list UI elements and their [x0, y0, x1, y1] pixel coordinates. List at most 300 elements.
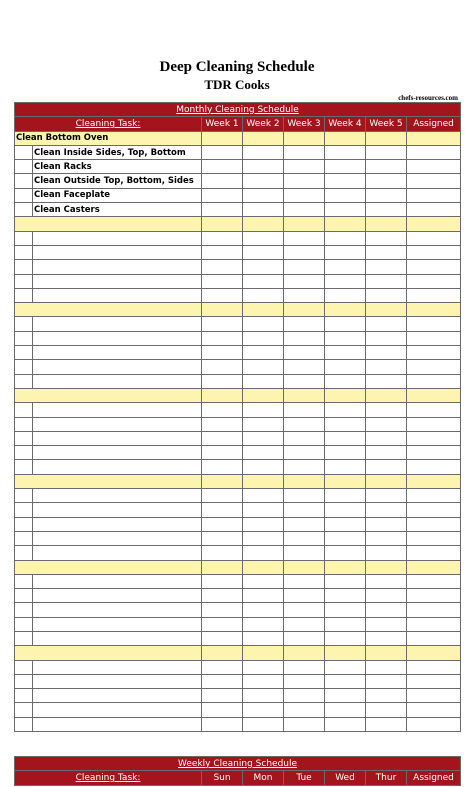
check-cell[interactable]: [325, 460, 366, 474]
category-cell[interactable]: [15, 217, 202, 231]
check-cell[interactable]: [243, 560, 284, 574]
check-cell[interactable]: [284, 617, 325, 631]
column-header-thur: Thur: [366, 771, 407, 785]
check-cell[interactable]: [325, 317, 366, 331]
task-cell[interactable]: [33, 589, 202, 603]
check-cell[interactable]: [325, 474, 366, 488]
check-cell[interactable]: [243, 474, 284, 488]
check-cell[interactable]: [325, 703, 366, 717]
assigned-cell[interactable]: [407, 460, 461, 474]
check-cell[interactable]: [243, 717, 284, 731]
task-cell[interactable]: [33, 431, 202, 445]
assigned-cell[interactable]: [407, 317, 461, 331]
task-cell[interactable]: Clean Faceplate: [33, 188, 202, 202]
check-cell[interactable]: [202, 474, 243, 488]
check-cell[interactable]: [243, 331, 284, 345]
check-cell[interactable]: [202, 288, 243, 302]
task-cell[interactable]: [33, 531, 202, 545]
check-cell[interactable]: [243, 417, 284, 431]
check-cell[interactable]: [366, 517, 407, 531]
check-cell[interactable]: [366, 531, 407, 545]
category-cell[interactable]: [15, 646, 202, 660]
task-cell[interactable]: Clean Outside Top, Bottom, Sides: [33, 174, 202, 188]
check-cell[interactable]: [366, 603, 407, 617]
task-cell[interactable]: [33, 403, 202, 417]
task-cell[interactable]: [33, 317, 202, 331]
assigned-cell[interactable]: [407, 660, 461, 674]
check-cell[interactable]: [325, 174, 366, 188]
check-cell[interactable]: [243, 703, 284, 717]
check-cell[interactable]: [284, 474, 325, 488]
check-cell[interactable]: [202, 360, 243, 374]
assigned-cell[interactable]: [407, 474, 461, 488]
check-cell[interactable]: [366, 489, 407, 503]
column-header-week-2: Week 2: [243, 117, 284, 131]
check-cell[interactable]: [284, 317, 325, 331]
check-cell[interactable]: [366, 703, 407, 717]
task-cell[interactable]: [33, 631, 202, 645]
assigned-cell[interactable]: [407, 346, 461, 360]
check-cell[interactable]: [202, 546, 243, 560]
check-cell[interactable]: [284, 417, 325, 431]
check-cell[interactable]: [325, 431, 366, 445]
check-cell[interactable]: [325, 546, 366, 560]
check-cell[interactable]: [284, 517, 325, 531]
column-header-wed: Wed: [325, 771, 366, 785]
check-cell[interactable]: [202, 674, 243, 688]
assigned-cell[interactable]: [407, 274, 461, 288]
category-cell[interactable]: [15, 474, 202, 488]
check-cell[interactable]: [284, 346, 325, 360]
check-cell[interactable]: [243, 203, 284, 217]
check-cell[interactable]: [325, 260, 366, 274]
check-cell[interactable]: [284, 374, 325, 388]
check-cell[interactable]: [284, 446, 325, 460]
task-cell[interactable]: Clean Inside Sides, Top, Bottom: [33, 145, 202, 159]
task-cell[interactable]: [33, 546, 202, 560]
check-cell[interactable]: [202, 560, 243, 574]
task-cell[interactable]: [33, 331, 202, 345]
task-cell[interactable]: [33, 617, 202, 631]
check-cell[interactable]: [284, 245, 325, 259]
check-cell[interactable]: [325, 631, 366, 645]
monthly-banner: [15, 103, 461, 117]
assigned-cell[interactable]: [407, 574, 461, 588]
check-cell[interactable]: [202, 331, 243, 345]
check-cell[interactable]: [284, 717, 325, 731]
assigned-cell[interactable]: [407, 646, 461, 660]
assigned-cell[interactable]: [407, 131, 461, 145]
check-cell[interactable]: [366, 560, 407, 574]
task-cell[interactable]: [33, 689, 202, 703]
check-cell[interactable]: [202, 188, 243, 202]
task-cell[interactable]: [33, 231, 202, 245]
category-cell[interactable]: [15, 388, 202, 402]
check-cell[interactable]: [202, 446, 243, 460]
check-cell[interactable]: [284, 331, 325, 345]
check-cell[interactable]: [366, 131, 407, 145]
check-cell[interactable]: [366, 303, 407, 317]
check-cell[interactable]: [366, 260, 407, 274]
check-cell[interactable]: [202, 589, 243, 603]
check-cell[interactable]: [366, 446, 407, 460]
task-cell[interactable]: [33, 717, 202, 731]
check-cell[interactable]: [325, 517, 366, 531]
check-cell[interactable]: [243, 131, 284, 145]
assigned-cell[interactable]: [407, 374, 461, 388]
check-cell[interactable]: [325, 160, 366, 174]
check-cell[interactable]: [325, 231, 366, 245]
check-cell[interactable]: [325, 560, 366, 574]
check-cell[interactable]: [325, 446, 366, 460]
check-cell[interactable]: [284, 217, 325, 231]
check-cell[interactable]: [202, 317, 243, 331]
check-cell[interactable]: [325, 646, 366, 660]
check-cell[interactable]: [243, 346, 284, 360]
check-cell[interactable]: [284, 160, 325, 174]
check-cell[interactable]: [284, 574, 325, 588]
check-cell[interactable]: [325, 217, 366, 231]
check-cell[interactable]: [243, 217, 284, 231]
check-cell[interactable]: [366, 460, 407, 474]
check-cell[interactable]: [284, 646, 325, 660]
assigned-cell[interactable]: [407, 546, 461, 560]
check-cell[interactable]: [325, 689, 366, 703]
check-cell[interactable]: [325, 203, 366, 217]
check-cell[interactable]: [243, 617, 284, 631]
check-cell[interactable]: [284, 589, 325, 603]
check-cell[interactable]: [284, 531, 325, 545]
check-cell[interactable]: [202, 145, 243, 159]
check-cell[interactable]: [243, 574, 284, 588]
check-cell[interactable]: [243, 460, 284, 474]
task-cell[interactable]: [33, 260, 202, 274]
check-cell[interactable]: [284, 145, 325, 159]
check-cell[interactable]: [202, 460, 243, 474]
assigned-cell[interactable]: [407, 388, 461, 402]
check-cell[interactable]: [284, 560, 325, 574]
check-cell[interactable]: [284, 274, 325, 288]
assigned-cell[interactable]: [407, 331, 461, 345]
check-cell[interactable]: [366, 274, 407, 288]
check-cell[interactable]: [366, 203, 407, 217]
check-cell[interactable]: [243, 431, 284, 445]
check-cell[interactable]: [243, 274, 284, 288]
assigned-cell[interactable]: [407, 560, 461, 574]
check-cell[interactable]: [243, 546, 284, 560]
check-cell[interactable]: [243, 160, 284, 174]
check-cell[interactable]: [284, 631, 325, 645]
assigned-cell[interactable]: [407, 446, 461, 460]
check-cell[interactable]: [325, 274, 366, 288]
check-cell[interactable]: [284, 460, 325, 474]
task-row: [15, 346, 461, 360]
check-cell[interactable]: [284, 674, 325, 688]
check-cell[interactable]: [366, 660, 407, 674]
check-cell[interactable]: [284, 360, 325, 374]
check-cell[interactable]: [243, 317, 284, 331]
check-cell[interactable]: [243, 646, 284, 660]
task-cell[interactable]: [33, 574, 202, 588]
check-cell[interactable]: [325, 131, 366, 145]
assigned-cell[interactable]: [407, 603, 461, 617]
check-cell[interactable]: [202, 603, 243, 617]
check-cell[interactable]: [243, 446, 284, 460]
check-cell[interactable]: [284, 489, 325, 503]
check-cell[interactable]: [325, 374, 366, 388]
check-cell[interactable]: [325, 245, 366, 259]
check-cell[interactable]: [325, 288, 366, 302]
assigned-cell[interactable]: [407, 431, 461, 445]
check-cell[interactable]: [325, 503, 366, 517]
check-cell[interactable]: [243, 188, 284, 202]
task-cell[interactable]: [33, 288, 202, 302]
assigned-cell[interactable]: [407, 589, 461, 603]
check-cell[interactable]: [243, 403, 284, 417]
task-cell[interactable]: [33, 446, 202, 460]
assigned-cell[interactable]: [407, 531, 461, 545]
check-cell[interactable]: [284, 288, 325, 302]
check-cell[interactable]: [202, 231, 243, 245]
check-cell[interactable]: [366, 388, 407, 402]
check-cell[interactable]: [366, 145, 407, 159]
check-cell[interactable]: [366, 474, 407, 488]
assigned-cell[interactable]: [407, 517, 461, 531]
check-cell[interactable]: [325, 360, 366, 374]
task-cell[interactable]: [33, 603, 202, 617]
check-cell[interactable]: [243, 503, 284, 517]
check-cell[interactable]: [202, 617, 243, 631]
check-cell[interactable]: [202, 303, 243, 317]
check-cell[interactable]: [202, 646, 243, 660]
task-cell[interactable]: [33, 460, 202, 474]
check-cell[interactable]: [284, 703, 325, 717]
task-cell[interactable]: [33, 360, 202, 374]
check-cell[interactable]: [202, 388, 243, 402]
assigned-cell[interactable]: [407, 403, 461, 417]
check-cell[interactable]: [284, 660, 325, 674]
check-cell[interactable]: [366, 217, 407, 231]
task-cell[interactable]: [33, 703, 202, 717]
check-cell[interactable]: [366, 346, 407, 360]
check-cell[interactable]: [325, 603, 366, 617]
check-cell[interactable]: [284, 403, 325, 417]
check-cell[interactable]: [243, 288, 284, 302]
assigned-cell[interactable]: [407, 417, 461, 431]
task-cell[interactable]: [33, 503, 202, 517]
check-cell[interactable]: [325, 574, 366, 588]
assigned-cell[interactable]: [407, 717, 461, 731]
assigned-cell[interactable]: [407, 245, 461, 259]
check-cell[interactable]: [366, 589, 407, 603]
task-cell[interactable]: [33, 417, 202, 431]
check-cell[interactable]: [366, 188, 407, 202]
check-cell[interactable]: [284, 603, 325, 617]
assigned-cell[interactable]: [407, 703, 461, 717]
check-cell[interactable]: [202, 374, 243, 388]
check-cell[interactable]: [202, 631, 243, 645]
check-cell[interactable]: [366, 431, 407, 445]
assigned-cell[interactable]: [407, 231, 461, 245]
check-cell[interactable]: [202, 217, 243, 231]
assigned-cell[interactable]: [407, 503, 461, 517]
check-cell[interactable]: [325, 617, 366, 631]
check-cell[interactable]: [325, 417, 366, 431]
category-cell[interactable]: Clean Bottom Oven: [15, 131, 202, 145]
category-cell[interactable]: [15, 303, 202, 317]
check-cell[interactable]: [243, 303, 284, 317]
check-cell[interactable]: [243, 231, 284, 245]
check-cell[interactable]: [243, 374, 284, 388]
check-cell[interactable]: [243, 245, 284, 259]
check-cell[interactable]: [325, 346, 366, 360]
check-cell[interactable]: [202, 274, 243, 288]
assigned-cell[interactable]: [407, 489, 461, 503]
check-cell[interactable]: [202, 245, 243, 259]
check-cell[interactable]: [284, 203, 325, 217]
check-cell[interactable]: [243, 260, 284, 274]
check-cell[interactable]: [202, 346, 243, 360]
check-cell[interactable]: [366, 503, 407, 517]
check-cell[interactable]: [366, 689, 407, 703]
check-cell[interactable]: [366, 174, 407, 188]
assigned-cell[interactable]: [407, 631, 461, 645]
check-cell[interactable]: [366, 574, 407, 588]
assigned-cell[interactable]: [407, 674, 461, 688]
check-cell[interactable]: [325, 589, 366, 603]
check-cell[interactable]: [202, 489, 243, 503]
check-cell[interactable]: [202, 503, 243, 517]
check-cell[interactable]: [325, 188, 366, 202]
category-cell[interactable]: [15, 560, 202, 574]
check-cell[interactable]: [284, 503, 325, 517]
task-cell[interactable]: Clean Casters: [33, 203, 202, 217]
check-cell[interactable]: [202, 131, 243, 145]
check-cell[interactable]: [202, 260, 243, 274]
check-cell[interactable]: [202, 431, 243, 445]
check-cell[interactable]: [325, 660, 366, 674]
check-cell[interactable]: [284, 131, 325, 145]
check-cell[interactable]: [243, 145, 284, 159]
check-cell[interactable]: [243, 388, 284, 402]
assigned-cell[interactable]: [407, 260, 461, 274]
assigned-cell[interactable]: [407, 288, 461, 302]
assigned-cell[interactable]: [407, 145, 461, 159]
check-cell[interactable]: [366, 231, 407, 245]
check-cell[interactable]: [325, 303, 366, 317]
task-cell[interactable]: [33, 489, 202, 503]
task-cell[interactable]: [33, 660, 202, 674]
check-cell[interactable]: [325, 489, 366, 503]
check-cell[interactable]: [366, 374, 407, 388]
check-cell[interactable]: [243, 660, 284, 674]
check-cell[interactable]: [284, 431, 325, 445]
check-cell[interactable]: [366, 360, 407, 374]
check-cell[interactable]: [325, 403, 366, 417]
check-cell[interactable]: [202, 203, 243, 217]
check-cell[interactable]: [366, 646, 407, 660]
assigned-cell[interactable]: [407, 160, 461, 174]
task-cell[interactable]: Clean Racks: [33, 160, 202, 174]
check-cell[interactable]: [325, 145, 366, 159]
check-cell[interactable]: [243, 531, 284, 545]
check-cell[interactable]: [366, 245, 407, 259]
assigned-cell[interactable]: [407, 174, 461, 188]
check-cell[interactable]: [243, 489, 284, 503]
check-cell[interactable]: [366, 546, 407, 560]
check-cell[interactable]: [366, 160, 407, 174]
check-cell[interactable]: [243, 603, 284, 617]
check-cell[interactable]: [202, 517, 243, 531]
check-cell[interactable]: [243, 174, 284, 188]
assigned-cell[interactable]: [407, 689, 461, 703]
check-cell[interactable]: [366, 417, 407, 431]
check-cell[interactable]: [325, 331, 366, 345]
check-cell[interactable]: [202, 174, 243, 188]
check-cell[interactable]: [284, 303, 325, 317]
assigned-cell[interactable]: [407, 360, 461, 374]
check-cell[interactable]: [366, 631, 407, 645]
check-cell[interactable]: [325, 674, 366, 688]
check-cell[interactable]: [284, 546, 325, 560]
assigned-cell[interactable]: [407, 617, 461, 631]
task-cell[interactable]: [33, 374, 202, 388]
check-cell[interactable]: [366, 717, 407, 731]
check-cell[interactable]: [243, 689, 284, 703]
assigned-cell[interactable]: [407, 303, 461, 317]
task-cell[interactable]: [33, 346, 202, 360]
check-cell[interactable]: [243, 360, 284, 374]
check-cell[interactable]: [202, 689, 243, 703]
check-cell[interactable]: [325, 717, 366, 731]
task-cell[interactable]: [33, 274, 202, 288]
check-cell[interactable]: [366, 331, 407, 345]
check-cell[interactable]: [202, 703, 243, 717]
check-cell[interactable]: [243, 631, 284, 645]
check-cell[interactable]: [366, 674, 407, 688]
task-cell[interactable]: [33, 517, 202, 531]
task-cell[interactable]: [33, 674, 202, 688]
check-cell[interactable]: [243, 517, 284, 531]
task-cell[interactable]: [33, 245, 202, 259]
check-cell[interactable]: [325, 531, 366, 545]
task-row: [15, 460, 461, 474]
check-cell[interactable]: [366, 403, 407, 417]
assigned-cell[interactable]: [407, 188, 461, 202]
check-cell[interactable]: [202, 160, 243, 174]
check-cell[interactable]: [202, 417, 243, 431]
assigned-cell[interactable]: [407, 217, 461, 231]
check-cell[interactable]: [284, 260, 325, 274]
check-cell[interactable]: [202, 531, 243, 545]
check-cell[interactable]: [202, 403, 243, 417]
check-cell[interactable]: [202, 717, 243, 731]
check-cell[interactable]: [284, 231, 325, 245]
check-cell[interactable]: [202, 574, 243, 588]
check-cell[interactable]: [284, 174, 325, 188]
assigned-cell[interactable]: [407, 203, 461, 217]
check-cell[interactable]: [366, 317, 407, 331]
check-cell[interactable]: [284, 689, 325, 703]
check-cell[interactable]: [325, 388, 366, 402]
check-cell[interactable]: [243, 589, 284, 603]
check-cell[interactable]: [284, 188, 325, 202]
check-cell[interactable]: [366, 288, 407, 302]
check-cell[interactable]: [284, 388, 325, 402]
check-cell[interactable]: [366, 617, 407, 631]
check-cell[interactable]: [202, 660, 243, 674]
check-cell[interactable]: [243, 674, 284, 688]
